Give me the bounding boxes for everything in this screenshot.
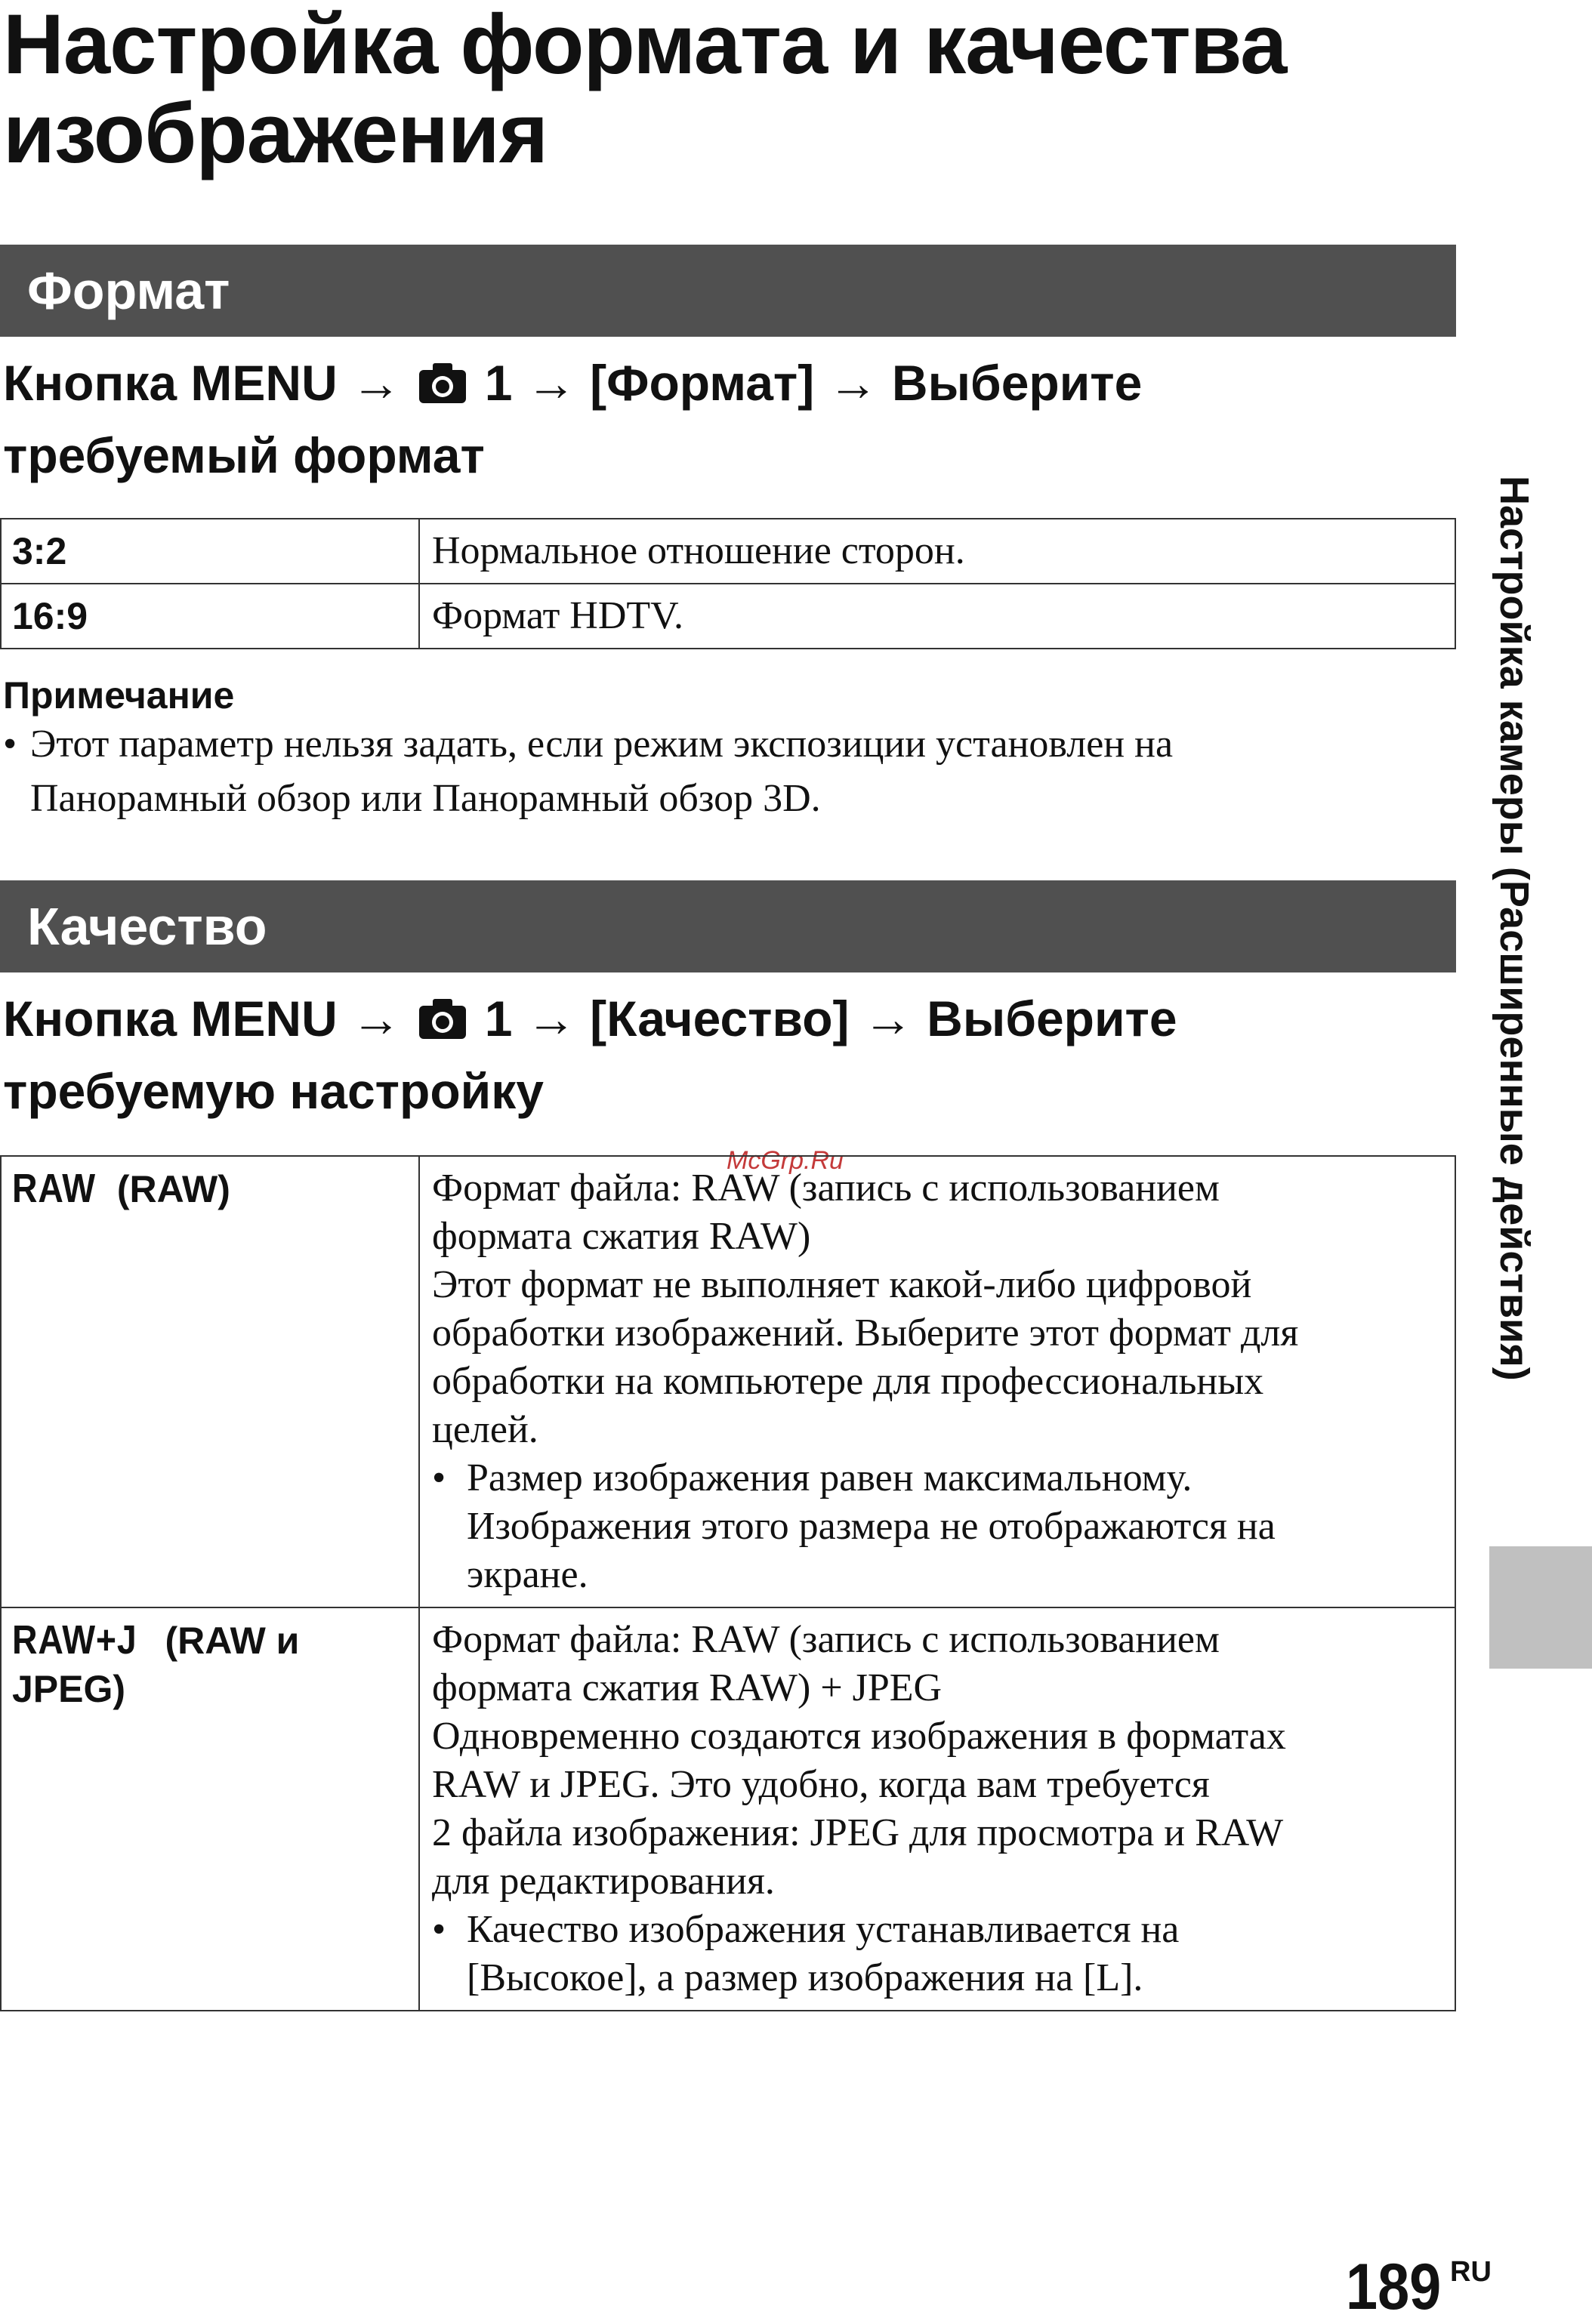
option-description bbox=[419, 1156, 1455, 1607]
quality-menu-path-line-1 bbox=[3, 985, 1438, 1057]
bullet-line: Качество изображения устанавливается на bbox=[467, 1908, 1180, 1951]
format-menu-path-line-2: требуемый формат bbox=[3, 427, 485, 483]
bullet-line: Размер изображения равен максимальному. bbox=[467, 1456, 1192, 1500]
option-key bbox=[1, 1156, 419, 1607]
description-line: Формат файла: RAW (запись с использованием bbox=[432, 1618, 1220, 1661]
description-line: Формат файла: RAW (запись с использованием bbox=[432, 1167, 1220, 1210]
option-description: Нормальное отношение сторон. bbox=[419, 519, 1455, 584]
description-line: формата сжатия RAW) bbox=[432, 1215, 811, 1258]
table-row bbox=[1, 1156, 1455, 1607]
table-row bbox=[1, 1607, 1455, 2011]
description-line: обработки на компьютере для профессиональных bbox=[432, 1360, 1264, 1403]
camera-icon bbox=[418, 989, 467, 1057]
description-line: RAW и JPEG. Это удобно, когда вам требуется bbox=[432, 1763, 1210, 1806]
description-bullet bbox=[432, 1454, 1442, 1599]
tab-number: 1 bbox=[484, 355, 513, 411]
table-row bbox=[1, 519, 1455, 584]
format-options-table bbox=[0, 518, 1456, 649]
arrow-right-icon: → bbox=[512, 355, 591, 411]
option-key: 3:2 bbox=[1, 519, 419, 584]
action-label: Выберите bbox=[927, 991, 1177, 1046]
option-key-label: (RAW и bbox=[165, 1620, 300, 1662]
quality-menu-path-line-2: требуемую настройку bbox=[3, 1063, 544, 1119]
raw-icon: RAW bbox=[12, 1166, 96, 1211]
note-heading: Примечание bbox=[3, 674, 235, 717]
description-line: формата сжатия RAW) + JPEG bbox=[432, 1666, 943, 1709]
description-line: целей. bbox=[432, 1408, 538, 1451]
page-language-code: RU bbox=[1450, 2256, 1492, 2288]
description-line: Этот формат не выполняет какой-либо цифровой bbox=[432, 1263, 1252, 1306]
arrow-right-icon: → bbox=[512, 991, 591, 1046]
description-bullet bbox=[432, 1906, 1442, 2002]
option-key-label-line-2: JPEG) bbox=[12, 1668, 126, 1710]
bullet-line: [Высокое], а размер изображения на [L]. bbox=[467, 1956, 1143, 1999]
bullet-icon: • bbox=[432, 1456, 446, 1500]
menu-button-label: Кнопка MENU bbox=[3, 991, 338, 1046]
page-number: 189 bbox=[1346, 2251, 1442, 2323]
section-heading-format: Формат bbox=[0, 245, 1456, 337]
page-title-line-2: изображения bbox=[3, 86, 548, 180]
option-key: 16:9 bbox=[1, 584, 419, 649]
format-menu-path-line-1 bbox=[3, 349, 1438, 421]
option-key-label: (RAW) bbox=[116, 1168, 230, 1210]
menu-button-label: Кнопка MENU bbox=[3, 355, 338, 411]
action-label: Выберите bbox=[891, 355, 1143, 411]
note-item bbox=[3, 717, 1438, 826]
table-row bbox=[1, 584, 1455, 649]
note-line: Панорамный обзор или Панорамный обзор 3D. bbox=[30, 777, 821, 820]
tab-number: 1 bbox=[484, 991, 513, 1046]
side-tab-label: Настройка камеры (Расширенные действия) bbox=[1492, 476, 1537, 1381]
raw-jpeg-icon: RAW+J bbox=[12, 1617, 137, 1663]
arrow-right-icon: → bbox=[337, 355, 415, 411]
bullet-line: экране. bbox=[467, 1553, 588, 1596]
option-description: Формат HDTV. bbox=[419, 584, 1455, 649]
bullet-icon: • bbox=[3, 723, 17, 766]
arrow-right-icon: → bbox=[337, 991, 415, 1046]
description-line: для редактирования. bbox=[432, 1860, 775, 1903]
watermark: McGrp.Ru bbox=[727, 1146, 844, 1175]
bullet-icon: • bbox=[432, 1908, 446, 1951]
description-line: Одновременно создаются изображения в форматах bbox=[432, 1715, 1286, 1758]
quality-menu-path bbox=[3, 985, 1438, 1125]
arrow-right-icon: → bbox=[814, 355, 892, 411]
side-tab-marker bbox=[1489, 1546, 1592, 1669]
option-key bbox=[1, 1607, 419, 2011]
arrow-right-icon: → bbox=[849, 991, 927, 1046]
menu-item-format: [Формат] bbox=[590, 355, 815, 411]
bullet-line: Изображения этого размера не отображаются на bbox=[467, 1505, 1276, 1548]
page-title-line-1: Настройка формата и качества bbox=[3, 0, 1287, 91]
option-description bbox=[419, 1607, 1455, 2011]
description-line: 2 файла изображения: JPEG для просмотра и RAW bbox=[432, 1811, 1284, 1854]
format-menu-path bbox=[3, 349, 1438, 489]
note-body bbox=[3, 717, 1438, 826]
section-heading-quality: Качество bbox=[0, 880, 1456, 972]
description-line: обработки изображений. Выберите этот формат для bbox=[432, 1311, 1299, 1355]
quality-options-table bbox=[0, 1155, 1456, 2011]
camera-icon bbox=[418, 353, 467, 421]
note-line: Этот параметр нельзя задать, если режим экспозиции установлен на bbox=[30, 723, 1174, 766]
page-title bbox=[3, 0, 1453, 178]
menu-item-quality: [Качество] bbox=[590, 991, 850, 1046]
